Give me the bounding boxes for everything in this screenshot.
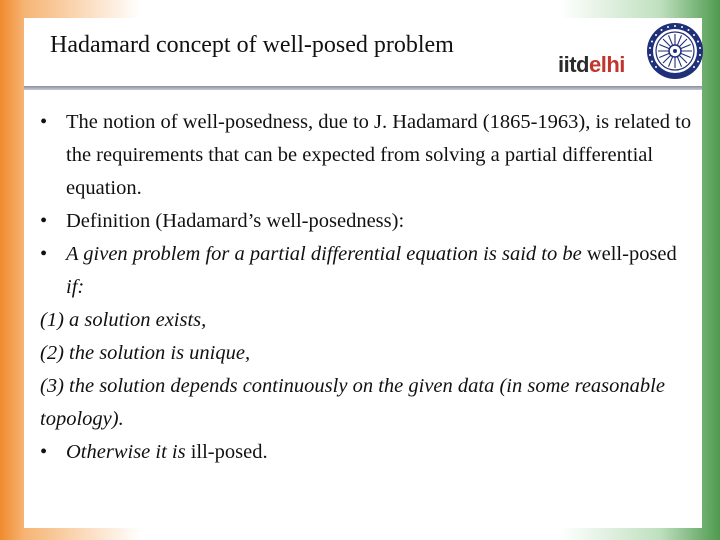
statement-plain: well-posed <box>586 243 677 265</box>
condition-unique: (2) the solution is unique, <box>40 342 251 364</box>
bullet-dot: • <box>40 210 48 232</box>
slide-header <box>24 18 702 84</box>
logo-text-elhi: elhi <box>589 52 625 77</box>
bullet-text-definition: Definition (Hadamard’s well-posedness): <box>66 210 405 232</box>
condition-exists: (1) a solution exists, <box>40 309 207 331</box>
logo-text-iitd: iitd <box>558 52 589 77</box>
bullet-point <box>40 238 700 304</box>
bullet-dot: • <box>40 243 48 265</box>
condition-continuous: (3) the solution depends continuously on the given data (in some reasonable topology). <box>40 375 665 430</box>
iitd-seal-icon <box>646 22 704 80</box>
otherwise-italic: Otherwise it is <box>66 441 191 463</box>
iitd-logo-text <box>558 52 625 78</box>
slide <box>24 18 702 528</box>
slide-title: Hadamard concept of well-posed problem <box>50 32 454 58</box>
bullet-point <box>40 436 700 469</box>
slide-body <box>40 106 700 469</box>
statement-italic: A given problem for a partial differential equation is said to be <box>66 243 582 265</box>
bullet-point <box>40 106 700 205</box>
bullet-dot: • <box>40 441 48 463</box>
statement-if: if: <box>66 276 85 298</box>
bullet-dot: • <box>40 111 48 133</box>
header-divider <box>24 86 702 90</box>
bullet-point <box>40 205 700 238</box>
bullet-text-notion: The notion of well-posedness, due to J. Hadamard (1865-1963), is related to the requirements that can be expected from solving a partial differential equation. <box>66 111 692 199</box>
otherwise-plain: ill-posed. <box>190 441 268 463</box>
